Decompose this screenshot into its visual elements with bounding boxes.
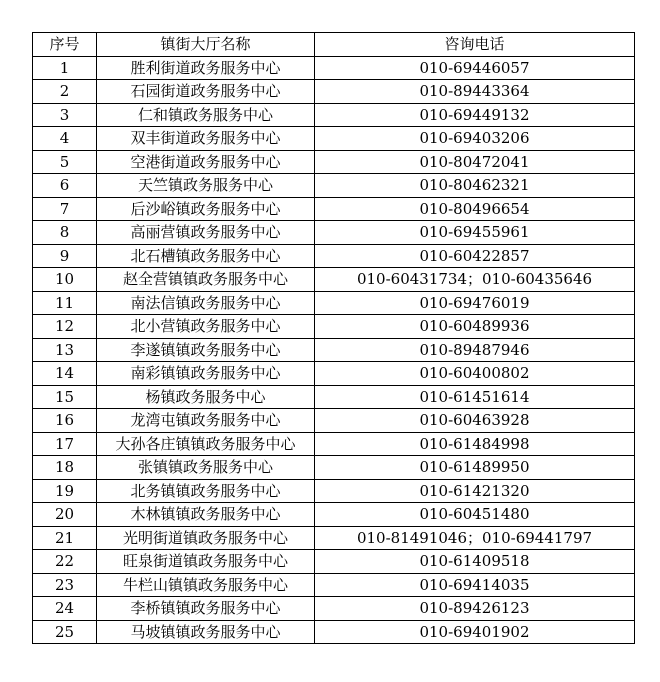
table-row (33, 620, 635, 644)
table-row (33, 338, 635, 362)
table-row (33, 56, 635, 80)
header-hall-name: 镇街大厅名称 (97, 33, 315, 57)
table-row (33, 526, 635, 550)
hall-name-cell: 胜利街道政务服务中心 (97, 56, 315, 80)
header-serial-number: 序号 (33, 33, 97, 57)
table-row (33, 597, 635, 621)
table-row (33, 244, 635, 268)
hall-name-cell: 牛栏山镇镇政务服务中心 (97, 573, 315, 597)
serial-number-cell: 15 (33, 385, 97, 409)
header-row (33, 33, 635, 57)
hall-name-cell: 仁和镇政务服务中心 (97, 103, 315, 127)
serial-number-cell: 17 (33, 432, 97, 456)
hall-name-cell: 大孙各庄镇镇政务服务中心 (97, 432, 315, 456)
table-row (33, 221, 635, 245)
table-row (33, 479, 635, 503)
serial-number-cell: 5 (33, 150, 97, 174)
serial-number-cell: 22 (33, 550, 97, 574)
hall-name-cell: 李遂镇镇政务服务中心 (97, 338, 315, 362)
serial-number-cell: 3 (33, 103, 97, 127)
hall-name-cell: 天竺镇政务服务中心 (97, 174, 315, 198)
phone-cell: 010-80472041 (315, 150, 635, 174)
hall-name-cell: 旺泉街道镇政务服务中心 (97, 550, 315, 574)
table-row (33, 432, 635, 456)
serial-number-cell: 7 (33, 197, 97, 221)
table-row (33, 103, 635, 127)
table-row (33, 456, 635, 480)
hall-name-cell: 杨镇政务服务中心 (97, 385, 315, 409)
table-row (33, 197, 635, 221)
hall-name-cell: 马坡镇镇政务服务中心 (97, 620, 315, 644)
serial-number-cell: 24 (33, 597, 97, 621)
hall-name-cell: 双丰街道政务服务中心 (97, 127, 315, 151)
serial-number-cell: 19 (33, 479, 97, 503)
hall-name-cell: 李桥镇镇政务服务中心 (97, 597, 315, 621)
hall-name-cell: 后沙峪镇政务服务中心 (97, 197, 315, 221)
phone-cell: 010-80462321 (315, 174, 635, 198)
table-body (33, 56, 635, 644)
phone-cell: 010-89443364 (315, 80, 635, 104)
table-row (33, 315, 635, 339)
phone-cell: 010-69401902 (315, 620, 635, 644)
serial-number-cell: 14 (33, 362, 97, 386)
table-header (33, 33, 635, 57)
table-row (33, 573, 635, 597)
phone-cell: 010-61421320 (315, 479, 635, 503)
serial-number-cell: 6 (33, 174, 97, 198)
hall-name-cell: 赵全营镇镇政务服务中心 (97, 268, 315, 292)
service-center-table (32, 32, 635, 644)
hall-name-cell: 北务镇镇政务服务中心 (97, 479, 315, 503)
table-row (33, 291, 635, 315)
serial-number-cell: 23 (33, 573, 97, 597)
hall-name-cell: 光明街道镇政务服务中心 (97, 526, 315, 550)
table-row (33, 80, 635, 104)
serial-number-cell: 13 (33, 338, 97, 362)
phone-cell: 010-61451614 (315, 385, 635, 409)
hall-name-cell: 张镇镇政务服务中心 (97, 456, 315, 480)
header-phone: 咨询电话 (315, 33, 635, 57)
phone-cell: 010-69476019 (315, 291, 635, 315)
phone-cell: 010-89487946 (315, 338, 635, 362)
phone-cell: 010-60431734；010-60435646 (315, 268, 635, 292)
table-row (33, 385, 635, 409)
phone-cell: 010-61489950 (315, 456, 635, 480)
serial-number-cell: 11 (33, 291, 97, 315)
hall-name-cell: 木林镇镇政务服务中心 (97, 503, 315, 527)
serial-number-cell: 8 (33, 221, 97, 245)
serial-number-cell: 12 (33, 315, 97, 339)
phone-cell: 010-69414035 (315, 573, 635, 597)
hall-name-cell: 北石槽镇政务服务中心 (97, 244, 315, 268)
phone-cell: 010-69455961 (315, 221, 635, 245)
hall-name-cell: 石园街道政务服务中心 (97, 80, 315, 104)
serial-number-cell: 18 (33, 456, 97, 480)
serial-number-cell: 2 (33, 80, 97, 104)
phone-cell: 010-69403206 (315, 127, 635, 151)
phone-cell: 010-89426123 (315, 597, 635, 621)
phone-cell: 010-60422857 (315, 244, 635, 268)
hall-name-cell: 龙湾屯镇政务服务中心 (97, 409, 315, 433)
serial-number-cell: 4 (33, 127, 97, 151)
hall-name-cell: 高丽营镇政务服务中心 (97, 221, 315, 245)
table-row (33, 127, 635, 151)
phone-cell: 010-69446057 (315, 56, 635, 80)
phone-cell: 010-61409518 (315, 550, 635, 574)
table-row (33, 150, 635, 174)
phone-cell: 010-60400802 (315, 362, 635, 386)
serial-number-cell: 16 (33, 409, 97, 433)
table-row (33, 503, 635, 527)
table-row (33, 174, 635, 198)
hall-name-cell: 南彩镇镇政务服务中心 (97, 362, 315, 386)
phone-cell: 010-81491046；010-69441797 (315, 526, 635, 550)
serial-number-cell: 1 (33, 56, 97, 80)
table-row (33, 268, 635, 292)
hall-name-cell: 南法信镇政务服务中心 (97, 291, 315, 315)
phone-cell: 010-61484998 (315, 432, 635, 456)
table-row (33, 362, 635, 386)
serial-number-cell: 10 (33, 268, 97, 292)
table-row (33, 409, 635, 433)
hall-name-cell: 空港街道政务服务中心 (97, 150, 315, 174)
phone-cell: 010-80496654 (315, 197, 635, 221)
serial-number-cell: 20 (33, 503, 97, 527)
phone-cell: 010-60489936 (315, 315, 635, 339)
serial-number-cell: 9 (33, 244, 97, 268)
phone-cell: 010-60451480 (315, 503, 635, 527)
hall-name-cell: 北小营镇政务服务中心 (97, 315, 315, 339)
table-row (33, 550, 635, 574)
serial-number-cell: 21 (33, 526, 97, 550)
serial-number-cell: 25 (33, 620, 97, 644)
phone-cell: 010-60463928 (315, 409, 635, 433)
phone-cell: 010-69449132 (315, 103, 635, 127)
